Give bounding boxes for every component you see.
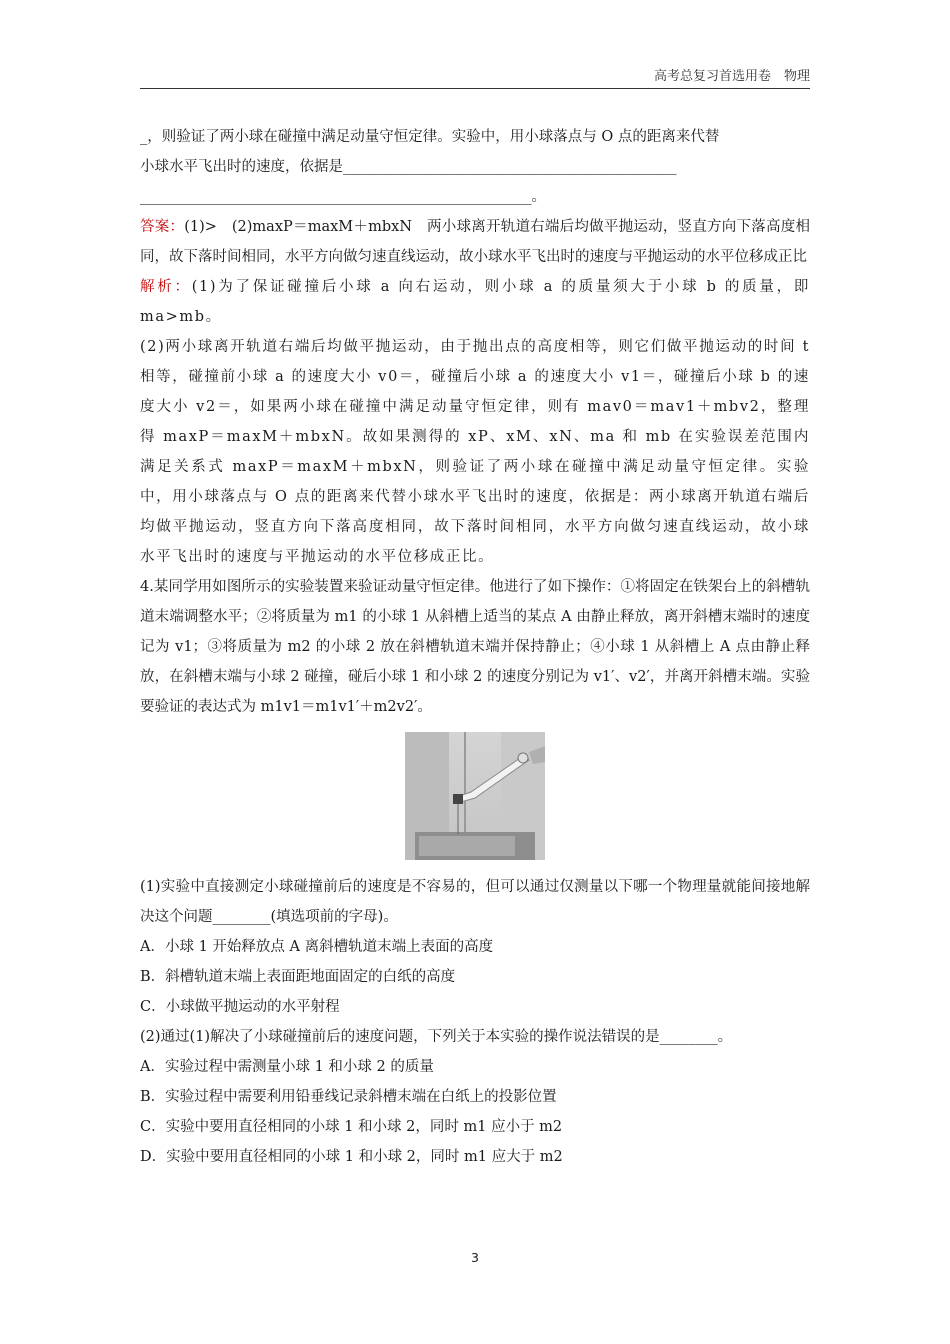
q4-sub2-option-d: D．实验中要用直径相同的小球 1 和小球 2，同时 m1 应大于 m2 — [140, 1149, 563, 1165]
q4-sub2-option-c: C．实验中要用直径相同的小球 1 和小球 2，同时 m1 应小于 m2 — [140, 1119, 563, 1135]
answer-text: (1)> (2)maxP＝maxM＋mbxN 两小球离开轨道右端后均做平抛运动，竖直方向下落高度相同，故下落时间相同，水平方向做匀速直线运动，故小球水平飞出时的速度与平抛运动的水平位移成正比 — [140, 219, 810, 265]
page-number: 3 — [471, 1250, 479, 1265]
q4-sub2-option-a: A．实验过程中需测量小球 1 和小球 2 的质量 — [140, 1059, 434, 1075]
q4-sub1-option-b: B．斜槽轨道末端上表面距地面固定的白纸的高度 — [140, 969, 456, 985]
q4-sub2: (2)通过(1)解决了小球碰撞前后的速度问题，下列关于本实验的操作说法错误的是________。 — [140, 1029, 733, 1045]
q4-sub1-option-c: C．小球做平抛运动的水平射程 — [140, 999, 340, 1015]
analysis-text-2: (2)两小球离开轨道右端后均做平抛运动，由于抛出点的高度相等，则它们做平抛运动的时间 t 相等，碰撞前小球 a 的速度大小 v0＝，碰撞后小球 a 的速度大小 v1＝，碰撞后小球 b 的速度大小 v2＝，如果两小球在碰撞中满足动量守恒定律，则有 mav0＝mav1＋mbv2，整理得 maxP＝maxM＋mbxN。故如果测得的 xP、xM、xN、ma 和 mb 在实验误差范围内满足关系式 maxP＝maxM＋mbxN，则验证了两小球在碰撞中满足动量守恒定律。实验中，用小球落点与 O 点的距离来代替小球水平飞出时的速度，依据是：两小球离开轨道右端后均做平抛运动，竖直方向下落高度相同，故下落时间相同，水平方向做匀速直线运动，故小球水平飞出时的速度与平抛运动的水平位移成正比。 — [140, 339, 810, 565]
q4-sub2-option-b: B．实验过程中需要利用铅垂线记录斜槽末端在白纸上的投影位置 — [140, 1089, 557, 1105]
q3-line3: ______________________________________________________。 — [140, 189, 546, 205]
q4-stem: 4.某同学用如图所示的实验装置来验证动量守恒定律。他进行了如下操作：①将固定在铁架台上的斜槽轨道末端调整水平；②将质量为 m1 的小球 1 从斜槽上适当的某点 A 由静止释放，离开斜槽末端时的速度记为 v1；③将质量为 m2 的小球 2 放在斜槽轨道末端并保持静止；④小球 1 从斜槽上 A 点由静止释放，在斜槽末端与小球 2 碰撞，碰后小球 1 和小球 2 的速度分别记为 v1′、v2′，并离开斜槽末端。实验要验证的表达式为 m1v1＝m1v1′＋m2v2′。 — [140, 579, 810, 715]
q4-sub1-option-a: A．小球 1 开始释放点 A 离斜槽轨道末端上表面的高度 — [140, 939, 494, 955]
answer-block — [140, 212, 810, 272]
page-header — [140, 68, 810, 89]
q3-line1: _，则验证了两小球在碰撞中满足动量守恒定律。实验中，用小球落点与 O 点的距离来代替 — [140, 129, 720, 145]
q4-sub1: (1)实验中直接测定小球碰撞前后的速度是不容易的，但可以通过仅测量以下哪一个物理量就能间接地解决这个问题________(填选项前的字母)。 — [140, 879, 810, 925]
analysis-block-1 — [140, 272, 810, 332]
analysis-label: 解析： — [140, 279, 192, 295]
header-title: 高考总复习首选用卷 物理 — [653, 69, 810, 84]
analysis-text-1: (1)为了保证碰撞后小球 a 向右运动，则小球 a 的质量须大于小球 b 的质量，即 ma>mb。 — [140, 279, 810, 325]
page-content — [140, 122, 810, 1172]
answer-label: 答案： — [140, 219, 185, 235]
experiment-apparatus-photo — [405, 732, 545, 860]
q3-line2: 小球水平飞出时的速度，依据是______________________________________________ — [140, 159, 677, 175]
